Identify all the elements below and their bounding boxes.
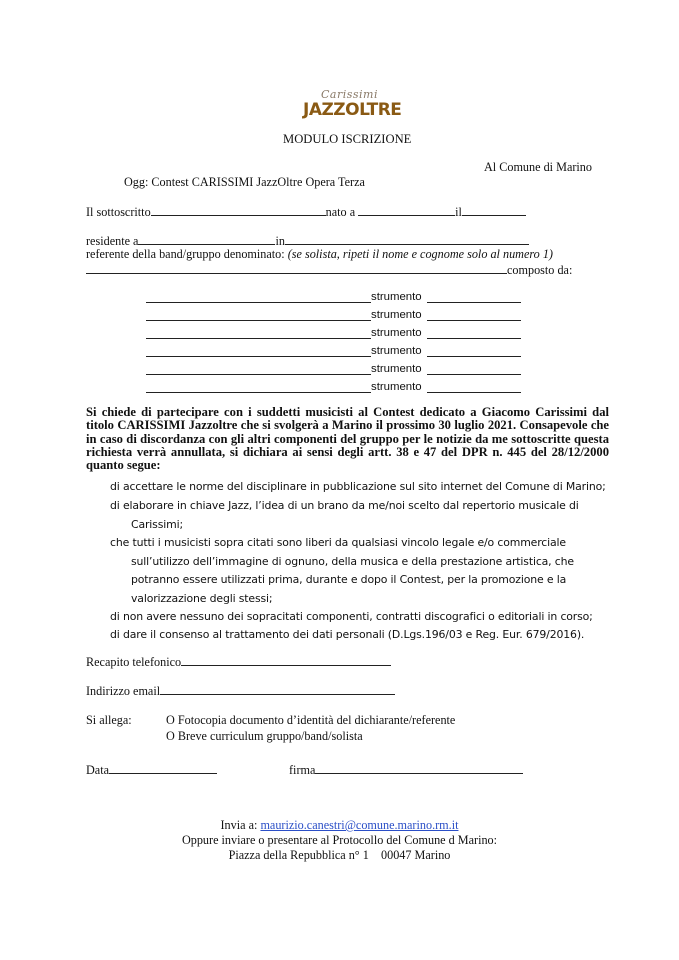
signature-row — [289, 762, 523, 777]
page-title: MODULO ISCRIZIONE — [283, 132, 412, 146]
email-field[interactable] — [160, 683, 395, 695]
strumento-label: strumento — [371, 381, 422, 393]
member-name-field[interactable] — [146, 356, 371, 357]
member-row-2 — [146, 308, 522, 322]
strumento-label: strumento — [371, 327, 422, 339]
logo-brand-text: JAZZOLTRE — [303, 100, 402, 120]
attachments-label: Si allega: — [86, 713, 132, 727]
birthdate-field[interactable] — [462, 204, 526, 216]
name-field[interactable] — [151, 204, 326, 216]
email-row — [86, 683, 395, 698]
office-address: Piazza della Repubblica n° 1 00047 Marino — [228, 848, 451, 862]
member-name-field[interactable] — [146, 338, 371, 339]
address-field[interactable] — [285, 233, 529, 245]
declaration-3-line-4: valorizzazione degli stessi; — [131, 592, 273, 605]
send-label: Invia a: — [220, 818, 261, 832]
band-name-field[interactable] — [86, 262, 507, 274]
date-label: Data — [86, 763, 110, 777]
recipient: Al Comune di Marino — [484, 160, 592, 174]
instrument-field[interactable] — [427, 338, 521, 339]
residente-row — [86, 233, 529, 248]
signature-label: firma — [289, 763, 316, 777]
date-row — [86, 762, 217, 777]
attachment-curriculum[interactable]: O Breve curriculum gruppo/band/solista — [166, 729, 363, 743]
member-row-5 — [146, 362, 522, 376]
logo-script-text: Carissimi — [321, 88, 379, 101]
sottoscritto-row — [86, 204, 526, 219]
email-label: Indirizzo email — [86, 684, 161, 698]
strumento-label: strumento — [371, 363, 422, 375]
member-row-6 — [146, 380, 522, 394]
declaration-3-line-3: potranno essere utilizzati prima, durante e dopo il Contest, per la promozione e la — [131, 573, 567, 586]
il-label: il — [455, 205, 462, 219]
phone-row — [86, 654, 391, 669]
date-field[interactable] — [109, 762, 217, 774]
declaration-3-line-1: che tutti i musicisti sopra citati sono liberi da qualsiasi vincolo legale e/o commerciale — [110, 536, 566, 549]
subject-line: Ogg: Contest CARISSIMI JazzOltre Opera Terza — [124, 175, 365, 189]
member-row-4 — [146, 344, 522, 358]
instrument-field[interactable] — [427, 302, 521, 303]
declaration-2-line-2: Carissimi; — [131, 518, 183, 531]
instrument-field[interactable] — [427, 356, 521, 357]
instrument-field[interactable] — [427, 320, 521, 321]
referente-row — [86, 247, 553, 261]
nato-label: nato a — [325, 205, 356, 219]
declaration-5: di dare il consenso al trattamento dei dati personali (D.Lgs.196/03 e Reg. Eur. 679/2016). — [110, 628, 585, 641]
sottoscritto-label: Il sottoscritto — [86, 205, 151, 219]
declaration-4: di non avere nessuno dei sopracitati componenti, contratti discografici o editoriali in corso; — [110, 610, 593, 623]
strumento-label: strumento — [371, 345, 422, 357]
alternative-delivery: Oppure inviare o presentare al Protocollo del Comune d Marino: — [181, 833, 498, 847]
member-row-1 — [146, 290, 522, 304]
member-name-field[interactable] — [146, 320, 371, 321]
member-name-field[interactable] — [146, 302, 371, 303]
phone-label: Recapito telefonico — [86, 655, 182, 669]
attachment-id-copy[interactable]: O Fotocopia documento d’identità del dichiarante/referente — [166, 713, 456, 727]
member-name-field[interactable] — [146, 392, 371, 393]
member-name-field[interactable] — [146, 374, 371, 375]
city-field[interactable] — [138, 233, 275, 245]
signature-field[interactable] — [315, 762, 523, 774]
composto-label: composto da: — [507, 263, 573, 277]
instrument-field[interactable] — [427, 392, 521, 393]
member-row-3 — [146, 326, 522, 340]
phone-field[interactable] — [181, 654, 391, 666]
strumento-label: strumento — [371, 291, 422, 303]
declaration-2-line-1: di elaborare in chiave Jazz, l’idea di un brano da me/noi scelto dal repertorio musicale di — [110, 499, 579, 512]
declaration-3-line-2: sull’utilizzo dell’immagine di ognuno, della musica e della prestazione artistica, che — [131, 555, 574, 568]
residente-label: residente a — [86, 234, 139, 248]
in-label: in — [275, 234, 285, 248]
contact-email-link[interactable]: maurizio.canestri@comune.marino.rm.it — [260, 818, 459, 832]
jazzoltre-logo — [303, 88, 402, 126]
band-name-row — [86, 262, 572, 277]
declaration-1: di accettare le norme del disciplinare in pubblicazione sul sito internet del Comune di Marino; — [110, 480, 606, 493]
strumento-label: strumento — [371, 309, 422, 321]
request-paragraph: Si chiede di partecipare con i suddetti musicisti al Contest dedicato a Giacomo Carissimi dal titolo CARISSIMI Jazzoltre che si svolgerà a Marino il prossimo 30 luglio 2021. Consapevole che in caso di discordanza con gli altri componenti del gruppo per le notizie da me sottoscritte questa richiesta verrà annullata, si dichiara ai sensi degli artt. 38 e 47 del DPR n. 445 del 28/12/2000 quanto segue: — [86, 405, 609, 473]
referente-note: (se solista, ripeti il nome e cognome solo al numero 1) — [287, 247, 553, 261]
birthplace-field[interactable] — [358, 204, 455, 216]
instrument-field[interactable] — [427, 374, 521, 375]
referente-label: referente della band/gruppo denominato: — [86, 247, 285, 261]
send-to-row — [0, 818, 679, 832]
